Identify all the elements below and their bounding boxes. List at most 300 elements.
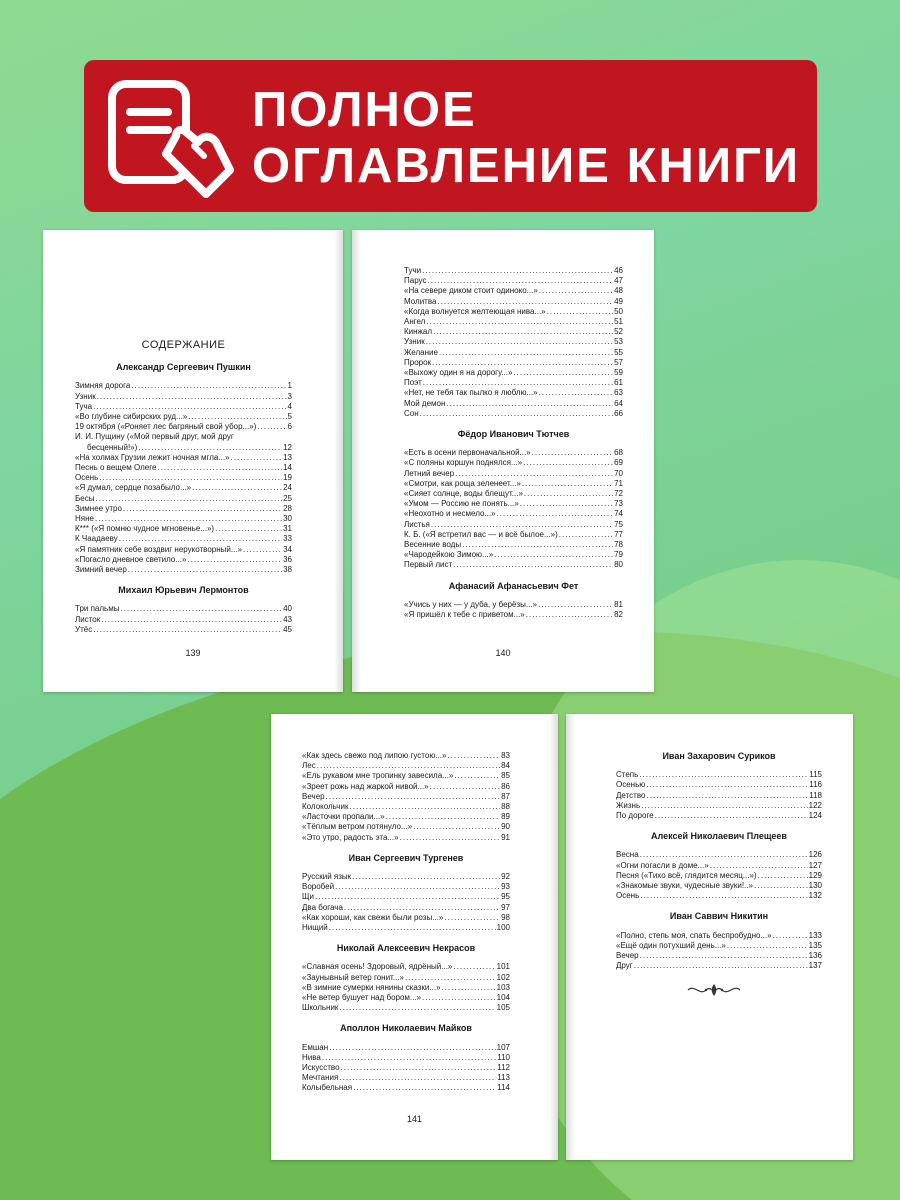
toc-entry-page: 79 (614, 550, 623, 560)
toc-entry (404, 469, 623, 479)
dot-leader (462, 540, 613, 550)
toc-entry (302, 1083, 510, 1093)
toc-entry-page: 6 (287, 422, 292, 432)
dot-leader (157, 463, 282, 473)
dot-leader (329, 923, 496, 933)
toc-entry-title: Нищий (302, 923, 328, 933)
toc-entry-title: «Выхожу один я на дорогу...» (404, 368, 513, 378)
toc-entry-page: 93 (501, 882, 510, 892)
toc-entry-title: Степь (616, 770, 639, 780)
dot-leader (433, 327, 613, 337)
toc-entry-title: 19 октября («Роняет лес багряный свой убор...») (75, 422, 257, 432)
toc-entry (75, 412, 292, 422)
dot-leader (453, 962, 495, 972)
toc-entry (302, 802, 510, 812)
toc-entry-page: 50 (614, 306, 623, 316)
dot-leader (423, 378, 613, 388)
toc-entry (404, 286, 623, 296)
toc-entry-title: Узник (404, 337, 425, 347)
toc-entry (404, 560, 623, 570)
toc-entry-page: 112 (497, 1063, 510, 1073)
dot-leader (215, 524, 282, 534)
toc-entry-title: Школьник (302, 1003, 339, 1013)
dot-leader (524, 489, 613, 499)
toc-entry (75, 615, 292, 625)
toc-entry (302, 782, 510, 792)
toc-entry (404, 317, 623, 327)
dot-leader (646, 780, 808, 790)
toc-entry-page: 25 (283, 493, 292, 503)
toc-entry-title: Летний вечер (404, 468, 455, 478)
toc-entry-page: 40 (283, 604, 292, 614)
toc-entry-page: 30 (283, 514, 292, 524)
toc-entry-page: 70 (614, 468, 623, 478)
dot-leader (93, 625, 282, 635)
toc-entry (302, 1063, 510, 1073)
toc-entry-page: 34 (283, 544, 292, 554)
toc-entry-title: «Зреет рожь над жаркой нивой...» (302, 781, 429, 791)
author-heading: Афанасий Афанасьевич Фет (448, 580, 579, 591)
dot-leader (349, 802, 500, 812)
toc-entry-title: И. И. Пущину («Мой первый друг, мой друг (75, 432, 234, 442)
toc-entry-title: Колыбельная (302, 1083, 353, 1093)
title-banner (84, 60, 817, 212)
dot-leader (322, 1053, 496, 1063)
dot-leader (128, 565, 282, 575)
dot-leader (353, 1083, 496, 1093)
toc-entry-page: 104 (496, 993, 510, 1003)
toc-entry (75, 514, 292, 524)
toc-entry-title: Искусство (302, 1063, 340, 1073)
toc-entry (616, 931, 822, 941)
toc-entry (404, 550, 623, 560)
toc-entry-title: Ангел (404, 317, 426, 327)
toc-entry (404, 307, 623, 317)
toc-entry-title: «Не ветер бушует над бором...» (302, 993, 422, 1003)
toc-entry-title: «Огни погасли в доме...» (616, 860, 709, 870)
toc-entry-title: бесценный!») (87, 442, 138, 452)
dot-leader (439, 348, 613, 358)
toc-entry-title: «В зимние сумерки нянины сказки...» (302, 982, 441, 992)
author-heading: Фёдор Иванович Тютчев (457, 429, 570, 440)
toc-entry-page: 81 (614, 599, 623, 609)
author-heading: Николай Алексеевич Некрасов (336, 943, 476, 954)
toc-entry-title: Осень (75, 473, 99, 483)
toc-entry-page: 52 (614, 327, 623, 337)
toc-entry-title: К. Б. («Я встретил вас — и всё былое...») (404, 529, 558, 539)
toc-entry-page: 113 (497, 1073, 510, 1083)
toc-entry (75, 504, 292, 514)
toc-entry-title: Молитва (404, 296, 437, 306)
toc-entry-page: 97 (501, 902, 510, 912)
book-page-142 (566, 714, 853, 1160)
dot-leader (523, 458, 613, 468)
toc-entry-page: 69 (614, 458, 623, 468)
author-heading: Алексей Николаевич Плещеев (651, 831, 787, 842)
toc-entry (302, 882, 510, 892)
toc-entry (75, 392, 292, 402)
toc-entry-page: 74 (614, 509, 623, 519)
dot-leader (559, 530, 613, 540)
toc-entry-title: Желание (404, 347, 438, 357)
toc-entry (404, 297, 623, 307)
toc-entry-page: 66 (614, 408, 623, 418)
toc-entry-page: 101 (496, 962, 510, 972)
toc-entry-title: Кинжал (404, 327, 433, 337)
toc-entry (616, 850, 822, 860)
toc-entry-page: 24 (283, 483, 292, 493)
toc-entry-title: Сон (404, 408, 419, 418)
dot-leader (339, 1003, 495, 1013)
author-heading: Иван Сергеевич Тургенев (348, 852, 464, 863)
toc-entry-title: Зимний вечер (75, 565, 127, 575)
toc-entry-page: 102 (496, 972, 510, 982)
toc-entry-title: Три пальмы (75, 604, 120, 614)
toc-entry (75, 483, 292, 493)
toc-entry-title: Листья (404, 519, 430, 529)
dot-leader (315, 892, 500, 902)
dot-leader (497, 509, 614, 519)
toc-entry-title: «Неохотно и несмело...» (404, 509, 496, 519)
toc-entry (404, 600, 623, 610)
toc-entry-page: 71 (614, 478, 623, 488)
toc-entry-page: 92 (501, 872, 510, 882)
toc-entry (302, 962, 510, 972)
dot-leader (413, 822, 500, 832)
dot-leader (655, 811, 808, 821)
toc-entry (302, 833, 510, 843)
toc-entry-page: 57 (614, 357, 623, 367)
toc-entry-title: Детство (616, 790, 646, 800)
author-heading: Иван Захарович Суриков (662, 751, 776, 761)
toc-entry-page: 19 (283, 473, 292, 483)
toc-entry (302, 923, 510, 933)
toc-entry-page: 59 (614, 368, 623, 378)
toc-entry-title: «Я памятник себе воздвиг нерукотворный...» (75, 544, 242, 554)
dot-leader (639, 770, 808, 780)
toc-entry-title: «Заунывный ветер гонит...» (302, 972, 404, 982)
dot-leader (335, 882, 500, 892)
flourish-ornament-icon (686, 982, 742, 998)
toc-entry (302, 761, 510, 771)
toc-entry-page: 82 (614, 610, 623, 620)
toc-content (75, 340, 292, 635)
toc-entry-title: Весенние воды (404, 540, 462, 550)
dot-leader (420, 409, 613, 419)
toc-entry (616, 770, 822, 780)
toc-entry-page: 136 (808, 951, 822, 961)
toc-entry (404, 520, 623, 530)
dot-leader (754, 881, 808, 891)
toc-entry-page: 124 (808, 811, 822, 821)
toc-entry (404, 327, 623, 337)
toc-entry-page: 5 (287, 412, 292, 422)
author-heading: Аполлон Николаевич Майков (340, 1023, 472, 1034)
toc-entry-title: «Когда волнуется желтеющая нива...» (404, 306, 546, 316)
toc-entry (404, 540, 623, 550)
toc-entry (616, 861, 822, 871)
toc-entry-page: 98 (501, 912, 510, 922)
toc-entry (404, 479, 623, 489)
toc-entry-title: «Смотри, как роща зеленеет...» (404, 478, 521, 488)
toc-entry (404, 489, 623, 499)
dot-leader (339, 1073, 496, 1083)
toc-entry-page: 73 (614, 499, 623, 509)
toc-entry (404, 378, 623, 388)
dot-leader (329, 1043, 496, 1053)
dot-leader (520, 499, 613, 509)
toc-entry-page: 63 (614, 388, 623, 398)
dot-leader (522, 479, 613, 489)
dot-leader (230, 453, 282, 463)
toc-entry (302, 751, 510, 761)
dot-leader (119, 534, 282, 544)
dot-leader (95, 514, 282, 524)
toc-entry-title: Колокольчик (302, 802, 349, 812)
page-number: 139 (185, 648, 201, 658)
toc-entry-title: «На холмах Грузии лежит ночная мгла...» (75, 452, 230, 462)
toc-entry-page: 31 (283, 524, 292, 534)
toc-entry (302, 812, 510, 822)
page-number: 141 (406, 1114, 423, 1124)
toc-entry-page: 85 (501, 771, 510, 781)
dot-leader (641, 801, 808, 811)
toc-entry-page: 68 (614, 448, 623, 458)
toc-entry (404, 610, 623, 620)
toc-entry (616, 951, 822, 961)
toc-entry-page: 72 (614, 489, 623, 499)
toc-entry (302, 892, 510, 902)
toc-entry-title: «Умом — Россию не понять...» (404, 499, 519, 509)
dot-leader (257, 422, 286, 432)
toc-entry-page: 103 (496, 982, 510, 992)
toc-entry (75, 402, 292, 412)
book-page-140 (352, 230, 654, 692)
dot-leader (405, 973, 496, 983)
banner-title (252, 82, 800, 194)
dot-leader (773, 931, 808, 941)
toc-entry (75, 524, 292, 534)
toc-entry (404, 358, 623, 368)
toc-entry-title: Два богача (302, 902, 343, 912)
dot-leader (326, 792, 501, 802)
toc-entry-title: «На севере диком стоит одиноко...» (404, 286, 538, 296)
toc-entry-page: 53 (614, 337, 623, 347)
dot-leader (646, 791, 808, 801)
author-heading: Александр Сергеевич Пушкин (116, 362, 251, 373)
dot-leader (454, 771, 500, 781)
toc-entry (302, 1053, 510, 1063)
toc-entry (616, 780, 822, 790)
toc-entry (404, 509, 623, 519)
dot-leader (317, 761, 500, 771)
dot-leader (138, 443, 282, 453)
toc-entry-page: 1 (287, 381, 292, 391)
dot-leader (400, 833, 501, 843)
toc-entry-page: 75 (614, 519, 623, 529)
toc-entry-page: 95 (501, 892, 510, 902)
toc-entry-title: «Ещё один потухший день...» (616, 940, 726, 950)
page-gutter (334, 230, 343, 692)
toc-entry-page: 107 (496, 1042, 510, 1052)
toc-entry-title: Зимняя дорога (75, 381, 131, 391)
dot-leader (120, 604, 282, 614)
dot-leader (640, 891, 807, 901)
toc-entry-title: «Чародейкою Зимою...» (404, 550, 494, 560)
toc-entry-title: «Славная осень! Здоровый, ядрёный...» (302, 962, 453, 972)
toc-entry (404, 448, 623, 458)
toc-entry-page: 135 (808, 940, 822, 950)
toc-entry-title: Утёс (75, 624, 93, 634)
toc-entry-page: 126 (808, 850, 822, 860)
toc-entry-title: «Сияет солнце, воды блещут...» (404, 489, 523, 499)
toc-entry-page: 3 (287, 391, 292, 401)
toc-entry-title: «Полно, степь моя, спать беспробудно...» (616, 930, 772, 940)
toc-entry (75, 534, 292, 544)
toc-entry-page: 114 (497, 1083, 510, 1093)
toc-entry-title: Емшан (302, 1042, 329, 1052)
toc-entry-page: 100 (496, 923, 510, 933)
toc-entry (302, 1043, 510, 1053)
toc-entry (302, 993, 510, 1003)
toc-entry (404, 266, 623, 276)
toc-entry (616, 871, 822, 881)
toc-entry-page: 115 (809, 770, 822, 780)
toc-entry-title: Няне (75, 514, 94, 524)
toc-entry-title: «С поляны коршун поднялся...» (404, 458, 523, 468)
toc-entry (75, 422, 292, 432)
dot-leader (447, 751, 500, 761)
dot-leader (99, 473, 282, 483)
toc-entry (302, 822, 510, 832)
toc-entry (404, 530, 623, 540)
dot-leader (526, 610, 613, 620)
dot-leader (427, 276, 613, 286)
toc-entry (616, 791, 822, 801)
dot-leader (494, 550, 613, 560)
toc-entry-title: «Я пришёл к тебе с приветом...» (404, 610, 525, 620)
toc-entry (616, 891, 822, 901)
toc-entry (75, 463, 292, 473)
toc-entry-title: Русский язык (302, 872, 352, 882)
toc-entry (404, 458, 623, 468)
toc-entry-title: Друг (616, 961, 633, 971)
toc-entry-title: Песня («Тихо всё, глядится месяц...») (616, 870, 757, 880)
toc-entry-title: Осенью (616, 780, 646, 790)
dot-leader (352, 872, 500, 882)
toc-entry-title: К Чаадаеву (75, 534, 118, 544)
dot-leader (430, 782, 500, 792)
dot-leader (95, 494, 282, 504)
dot-leader (123, 504, 282, 514)
toc-entry-title: Щи (302, 892, 314, 902)
page-gutter (566, 714, 575, 1160)
toc-entry-page: 105 (496, 1003, 510, 1013)
toc-entry-page: 14 (283, 463, 292, 473)
toc-entry (302, 983, 510, 993)
dot-leader (453, 560, 613, 570)
toc-entry-page: 83 (501, 751, 510, 760)
toc-entry-page: 110 (497, 1052, 510, 1062)
dot-leader (640, 850, 808, 860)
toc-entry-page: 90 (501, 822, 510, 832)
dot-leader (431, 520, 613, 530)
toc-entry-title: Пророк (404, 357, 432, 367)
dot-leader (437, 297, 613, 307)
toc-entry-page: 84 (501, 761, 510, 771)
toc-entry-title: Песнь о вещем Олеге (75, 463, 157, 473)
page-gutter (352, 230, 361, 692)
toc-entry-page: 46 (614, 266, 623, 275)
toc-entry-page: 88 (501, 802, 510, 812)
toc-entry (302, 903, 510, 913)
dot-leader (539, 286, 613, 296)
author-heading: Иван Саввич Никитин (669, 911, 769, 922)
dot-leader (547, 307, 613, 317)
toc-entry (75, 381, 292, 391)
toc-entry-title: Мой демон (404, 398, 446, 408)
toc-entry-title: Лес (302, 761, 316, 771)
toc-entry-title: «Как хороши, как свежи были розы...» (302, 912, 444, 922)
toc-entry-title: Жизнь (616, 800, 641, 810)
toc-entry-page: 64 (614, 398, 623, 408)
toc-entry-title: «Есть в осени первоначальной...» (404, 448, 531, 458)
toc-entry (616, 881, 822, 891)
toc-entry-title: К*** («Я помню чудное мгновенье...») (75, 524, 215, 534)
book-page-141 (271, 714, 558, 1160)
toc-entry-title: Мечтания (302, 1073, 339, 1083)
toc-entry-page: 49 (614, 296, 623, 306)
dot-leader (426, 317, 613, 327)
document-hand-icon (106, 76, 236, 200)
dot-leader (131, 381, 286, 391)
toc-entry (616, 801, 822, 811)
toc-entry-title: «Знакомые звуки, чудесные звуки!..» (616, 881, 753, 891)
dot-leader (710, 861, 808, 871)
toc-entry-title: По дороге (616, 811, 654, 821)
toc-entry (404, 409, 623, 419)
banner-title-line2: ОГЛАВЛЕНИЕ КНИГИ (252, 139, 801, 193)
dot-leader (532, 448, 613, 458)
toc-entry (302, 792, 510, 802)
toc-entry-page: 80 (614, 560, 623, 570)
toc-entry-title: «Как здесь свежо под липою густою...» (302, 751, 447, 760)
dot-leader (97, 392, 287, 402)
dot-leader (634, 961, 808, 971)
toc-entry-page: 89 (501, 812, 510, 822)
toc-entry-page: 129 (808, 870, 822, 880)
toc-entry-title: Узник (75, 391, 96, 401)
toc-entry-page: 132 (808, 891, 822, 901)
dot-leader (426, 337, 613, 347)
toc-entry (302, 1003, 510, 1013)
dot-leader (341, 1063, 497, 1073)
toc-entry (404, 348, 623, 358)
toc-entry-page: 43 (283, 614, 292, 624)
toc-entry-title: «Нет, не тебя так пылко я люблю...» (404, 388, 538, 398)
dot-leader (344, 903, 500, 913)
toc-content (302, 751, 510, 1094)
toc-entry (616, 961, 822, 971)
toc-entry (302, 1073, 510, 1083)
dot-leader (93, 402, 286, 412)
toc-entry-title: «Ласточки пропали...» (302, 812, 385, 822)
toc-entry-title: «Ель рукавом мне тропинку завесила...» (302, 771, 454, 781)
toc-entry (404, 368, 623, 378)
toc-entry-page: 86 (501, 781, 510, 791)
toc-entry-page: 48 (614, 286, 623, 296)
dot-leader (727, 941, 808, 951)
